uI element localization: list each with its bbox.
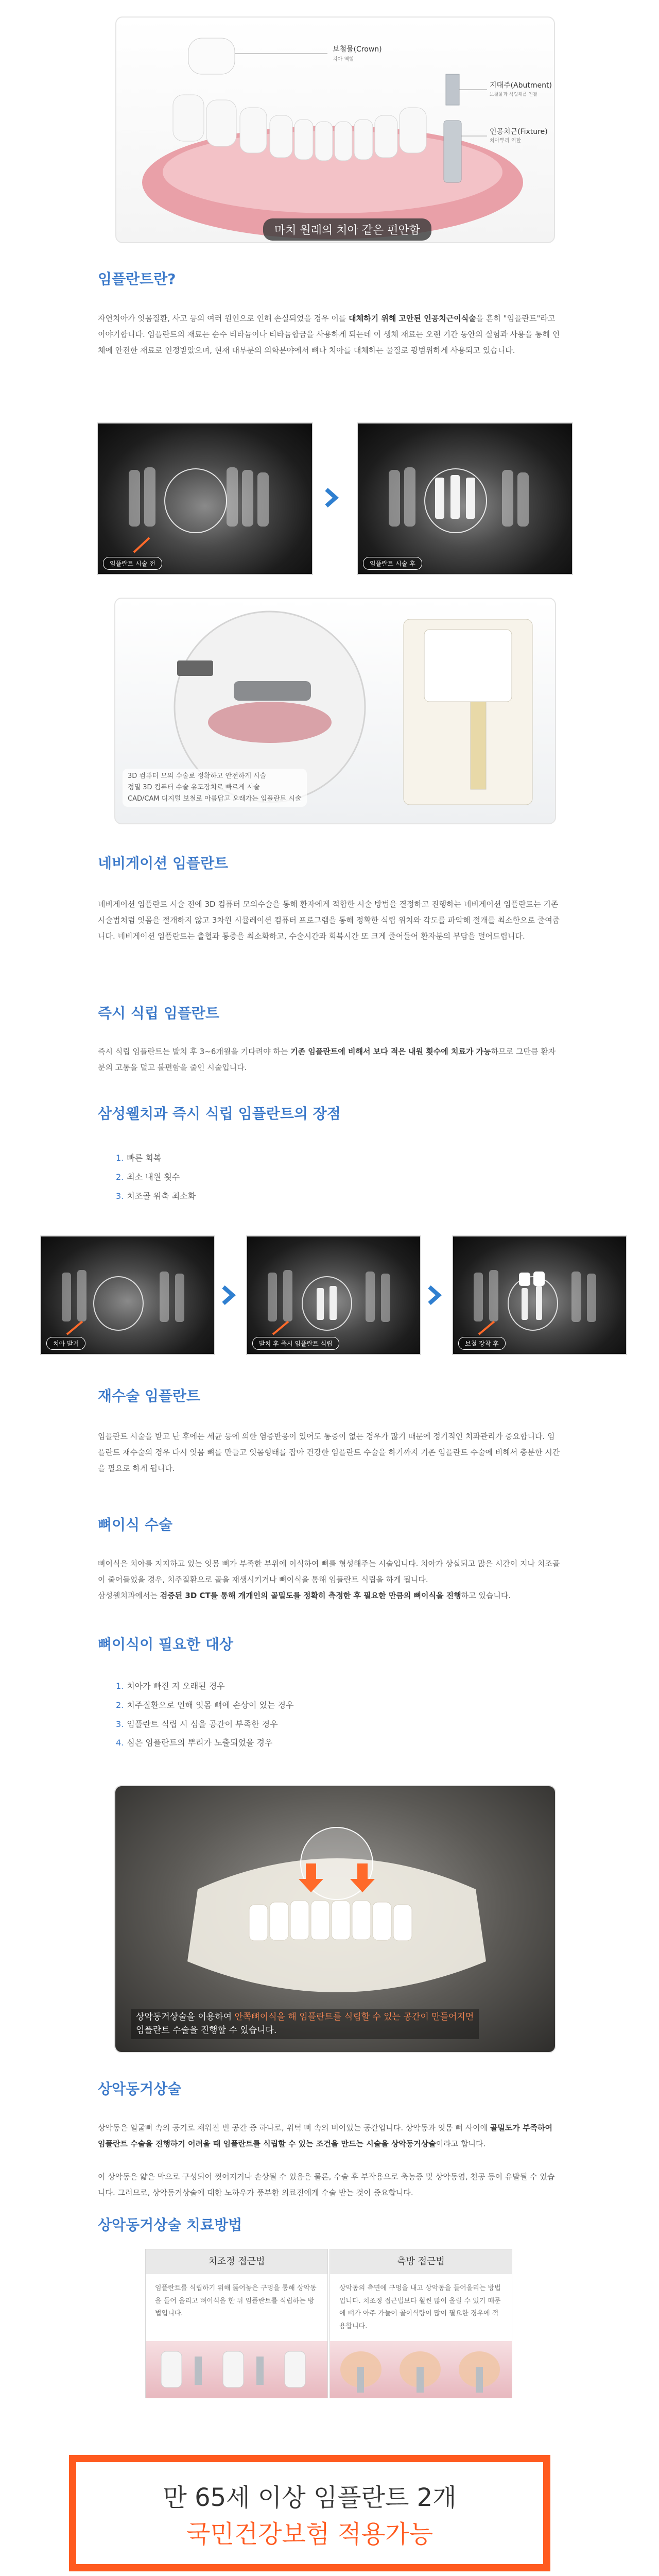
xray-step-2 (246, 1235, 421, 1355)
list-item: 4. 심은 임플란트의 뿌리가 노출되었을 경우 (116, 1738, 273, 1748)
graft-needed-list (116, 1677, 293, 1753)
list-item: 1. 빠른 회복 (116, 1153, 162, 1163)
lateral-approach-title: 측방 접근법 (330, 2249, 512, 2274)
immediate-title: 즉시 식립 임플란트 (98, 1005, 219, 1022)
insurance-banner (69, 2455, 550, 2571)
ct-scanner-image (114, 598, 556, 824)
crown-sublabel: 치아 역할 (333, 57, 354, 62)
ct-bullet-item: 3D 컴퓨터 모의 수술로 정확하고 안전하게 시술 (128, 772, 267, 780)
bone-graft-title: 뼈이식 수술 (98, 1516, 172, 1533)
xray-step-3 (452, 1235, 627, 1355)
implant-title: 임플란트란? (98, 270, 176, 287)
crestal-approach-card (145, 2249, 328, 2398)
bone-graft-description: 뼈이식은 치아를 지지하고 있는 잇몸 뼈가 부족한 부위에 이식하여 뼈를 형성해주는 시술입니다. 치아가 상실되고 많은 시간이 지나 치조골이 줄어들었을 경우, 치주질환으로 골을 재생시키거나 뼈이식을 통해 임플란트 식립을 하게 됩니다. 삼성웰치과에서는 검증된 3D CT를 통해 개개인의 골밀도를 정확히 측정한 후 필요한 만큼의 뼈이식을 진행하고 있습니다. (98, 1559, 560, 1600)
sinus-lift-title: 상악동거상술 (98, 2080, 182, 2097)
xray-after (357, 422, 573, 575)
xray-before (97, 422, 313, 575)
xray-step-1 (40, 1235, 215, 1355)
abutment-label: 지대주(Abutment) (490, 81, 552, 90)
navigation-title: 네비게이션 임플란트 (98, 855, 229, 872)
crestal-approach-title: 치조정 접근법 (146, 2249, 327, 2274)
abutment-sublabel: 보철물과 식립체를 연결 (490, 92, 537, 97)
advantages-title: 삼성웰치과 즉시 식립 임플란트의 장점 (98, 1105, 341, 1122)
redo-description: 임플란트 시술을 받고 난 후에는 세균 등에 의한 염증반응이 있어도 통증이 없는 경우가 많기 때문에 정기적인 치과관리가 중요합니다. 임플란트 재수술의 경우 다시 잇몸 뼈를 만들고 잇몸형태를 잡아 건강한 임플란트 수술을 하기까지 기존 임플란트 수술에 비해서 충분한 시간을 필요로 하게 됩니다. (98, 1432, 560, 1473)
chevron-right-icon (423, 1284, 446, 1307)
xray-after-teeth (358, 423, 573, 575)
crestal-approach-desc: 임플란트를 식립하기 위해 뚫어놓은 구멍을 통해 상악동을 들어 올리고 뼈이식을 한 뒤 임플란트를 식립하는 방법입니다. (155, 2284, 317, 2318)
sinus-caption: 상악동거상술을 이용하여 안쪽뼈이식을 해 임플란트를 식립할 수 있는 공간이 만들어지면 임플란트 수술을 진행할 수 있습니다. (131, 2009, 479, 2039)
hero-image (115, 16, 555, 243)
list-item: 2. 치주질환으로 인해 잇몸 뼈에 손상이 있는 경우 (116, 1700, 294, 1710)
hero-illustration (116, 18, 555, 243)
pointer-arrow-icon (273, 1321, 288, 1334)
lateral-approach-desc: 상악동의 측면에 구멍을 내고 상악동을 들어올리는 방법입니다. 치조정 접근법보다 훨씬 많이 올릴 수 있기 때문에 뼈가 아주 가늘어 골이식량이 많이 필요한 경우에 적용합니다. (339, 2284, 501, 2331)
hero-caption: 마치 원래의 치아 같은 편안함 (263, 218, 431, 241)
graft-needed-title: 뼈이식이 필요한 대상 (98, 1636, 233, 1653)
xray-after-label: 임플란트 시술 후 (363, 557, 422, 570)
pointer-arrow-icon (479, 1321, 494, 1334)
lateral-approach-card (330, 2249, 512, 2398)
xray-step-3-label: 보철 장착 후 (458, 1337, 506, 1350)
fixture-sublabel: 치아뿌리 역할 (490, 138, 522, 144)
redo-title: 재수술 임플란트 (98, 1387, 201, 1404)
chevron-right-icon (217, 1284, 240, 1307)
ct-bullet-list (123, 769, 307, 807)
immediate-description: 즉시 식립 임플란트는 발치 후 3~6개월을 기다려야 하는 기존 임플란트에 비해서 보다 적은 내원 횟수에 치료가 가능하므로 그만큼 환자분의 고통을 덜고 불편함을 줄인 시술입니다. (98, 1047, 556, 1072)
advantages-list (116, 1149, 196, 1206)
ct-bullet-item: CAD/CAM 디지털 보철로 아름답고 오래가는 임플란트 시술 (128, 795, 302, 803)
list-item: 3. 치조골 위축 최소화 (116, 1191, 196, 1201)
list-item: 3. 임플란트 식립 시 심을 공간이 부족한 경우 (116, 1719, 278, 1729)
chevron-right-icon (320, 486, 343, 509)
xray-before-teeth (98, 423, 313, 575)
pointer-arrow-icon (67, 1321, 82, 1334)
lateral-approach-image (330, 2341, 512, 2398)
crown-model (188, 38, 235, 74)
pointer-arrow-icon (134, 538, 149, 552)
implant-description: 자연치아가 잇몸질환, 사고 등의 여러 원인으로 인해 손실되었을 경우 이를 대체하기 위해 고안된 인공치근이식술을 흔히 "임플란트"라고 이야기합니다. 임플란트의 재료는 순수 티타늄이나 티타늄합금을 사용하게 되는데 이 생체 재료는 오랜 기간 동안의 실험과 사용을 통해 인체에 안전한 재료로 인정받았으며, 현재 대부분의 의학분야에서 뼈나 치아를 대체하는 물질로 광범위하게 사용되고 있습니다. (98, 314, 560, 355)
navigation-description: 네비게이션 임플란트 시술 전에 3D 컴퓨터 모의수술을 통해 환자에게 적합한 시술 방법을 결정하고 진행하는 네비게이션 임플란트는 기존 시술법처럼 잇몸을 절개하지 않고 3차원 시뮬레이션 컴퓨터 프로그램을 통해 정확한 식립 위치와 각도를 파악해 절개를 최소한으로 줄여줍니다. 네비게이션 임플란트는 출혈과 통증을 최소화하고, 수술시간과 회복시간 또 크게 줄어들어 환자분의 부담을 덜어드립니다. (98, 900, 560, 941)
sinus-lift-image (114, 1785, 556, 2053)
ct-machine (404, 619, 532, 805)
sinus-methods-title: 상악동거상술 치료방법 (98, 2216, 242, 2233)
sinus-lift-description: 상악동은 얼굴뼈 속의 공기로 채워진 빈 공간 중 하나로, 위턱 뼈 속의 비어있는 공간입니다. 상악동과 잇몸 뼈 사이에 골밀도가 부족하여 임플란트 수술을 진행하기 어려울 때 임플란트를 식립할 수 있는 조건을 만드는 시술을 상악동거상술이라고 합니다. (98, 2123, 553, 2148)
fixture-label: 인공치근(Fixture) (490, 128, 548, 136)
crown-label: 보철물(Crown) (333, 45, 382, 54)
abutment-model (446, 74, 459, 105)
xray-before-label: 임플란트 시술 전 (103, 557, 162, 570)
list-item: 2. 최소 내원 횟수 (116, 1172, 180, 1182)
xray-step-1-label: 치아 발거 (46, 1337, 85, 1350)
banner-line-1: 만 65세 이상 임플란트 2개 (163, 2483, 457, 2512)
fixture-model (444, 121, 461, 182)
xray-step-2-label: 발치 후 즉시 임플란트 식립 (252, 1337, 339, 1350)
sinus-lift-caution: 이 상악동은 얇은 막으로 구성되어 찢어지거나 손상될 수 있음은 물론, 수술 후 부작용으로 축농증 및 상악동염, 천공 등이 유발될 수 있습니다. 그러므로, 상악동거상술에 대한 노하우가 풍부한 의료진에게 수술 받는 것이 중요합니다. (98, 2172, 555, 2197)
list-item: 1. 치아가 빠진 지 오래된 경우 (116, 1681, 225, 1691)
ct-bullet-item: 정밀 3D 컴퓨터 수술 유도장치로 빠르게 시술 (128, 784, 260, 792)
banner-line-2: 국민건강보험 적용가능 (186, 2520, 433, 2549)
crestal-approach-image (146, 2341, 327, 2398)
